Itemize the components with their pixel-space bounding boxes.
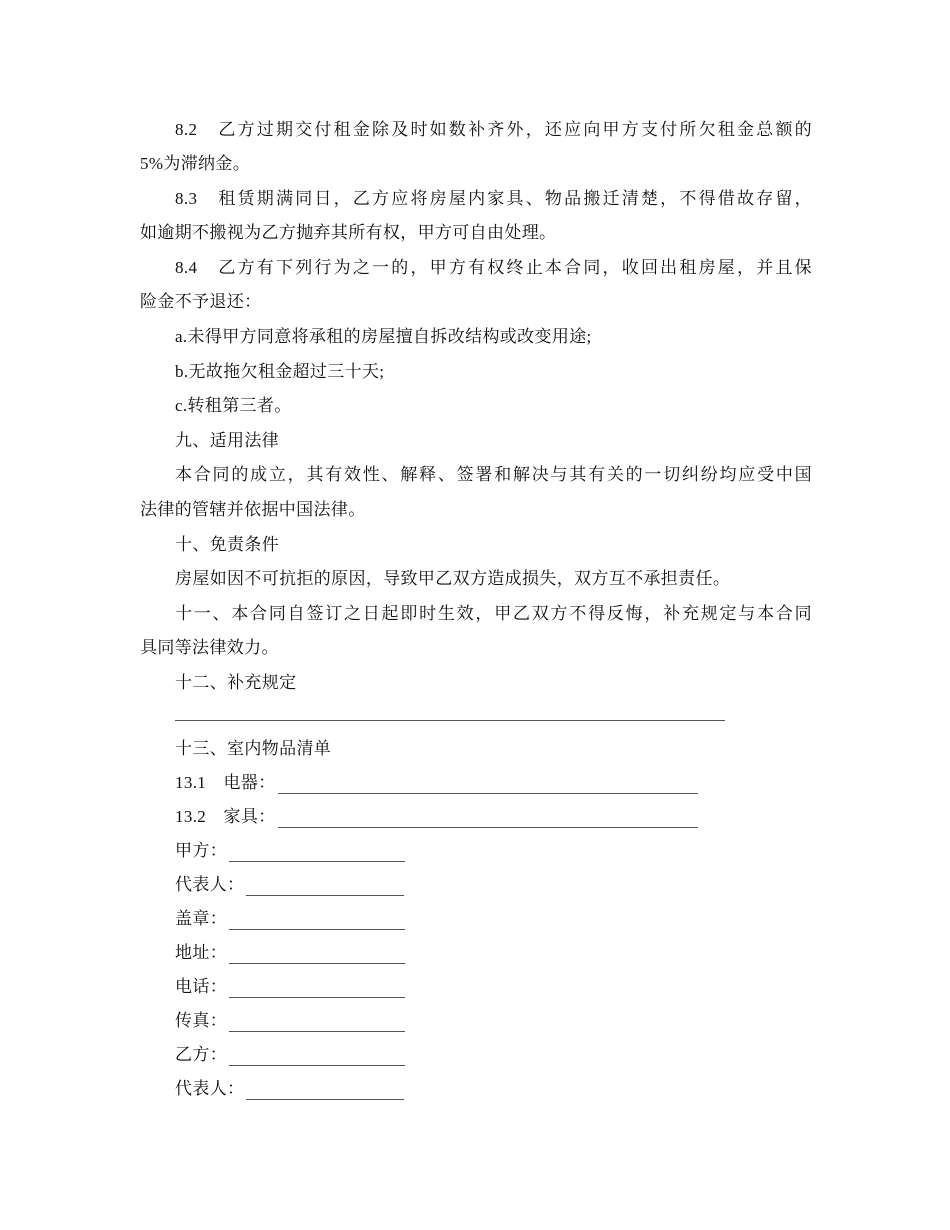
clause-8-3-line2: 如逾期不搬视为乙方抛弃其所有权，甲方可自由处理。 bbox=[140, 223, 557, 242]
seal-field[interactable] bbox=[229, 912, 405, 930]
rep-a-row bbox=[175, 874, 404, 896]
heading-section-13: 十三、室内物品清单 bbox=[175, 739, 332, 758]
heading-section-12: 十二、补充规定 bbox=[175, 673, 297, 692]
clause-9-line1: 本合同的成立，其有效性、解释、签署和解决与其有关的一切纠纷均应受中国 bbox=[175, 465, 812, 484]
seal-row bbox=[175, 908, 405, 930]
rep-b-row bbox=[175, 1078, 404, 1100]
party-a-label: 甲方： bbox=[175, 841, 228, 860]
address-label: 地址： bbox=[175, 943, 228, 962]
rep-b-field[interactable] bbox=[246, 1082, 404, 1100]
fax-field[interactable] bbox=[229, 1014, 405, 1032]
clause-8-2-line1: 8.2 乙方过期交付租金除及时如数补齐外，还应向甲方支付所欠租金总额的 bbox=[175, 120, 812, 139]
clause-8-3-line1: 8.3 租赁期满同日，乙方应将房屋内家具、物品搬迁清楚，不得借故存留， bbox=[175, 189, 812, 208]
heading-section-10: 十、免责条件 bbox=[175, 535, 280, 554]
rep-a-label: 代表人： bbox=[175, 875, 245, 894]
appliances-field[interactable] bbox=[278, 776, 698, 794]
clause-11-line1: 十一、本合同自签订之日起即时生效，甲乙双方不得反悔，补充规定与本合同 bbox=[175, 604, 812, 623]
party-a-row bbox=[175, 840, 405, 862]
party-b-field[interactable] bbox=[229, 1048, 405, 1066]
clause-8-2-line2: 5%为滞纳金。 bbox=[140, 154, 251, 173]
list-item-a: a.未得甲方同意将承租的房屋擅自拆改结构或改变用途; bbox=[175, 327, 592, 346]
appliances-label: 13.1 电器： bbox=[175, 773, 276, 792]
clause-8-4-line1: 8.4 乙方有下列行为之一的，甲方有权终止本合同，收回出租房屋，并且保 bbox=[175, 258, 812, 277]
phone-field[interactable] bbox=[229, 980, 405, 998]
clause-9-line2: 法律的管辖并依据中国法律。 bbox=[140, 500, 366, 519]
party-b-row bbox=[175, 1044, 405, 1066]
address-row bbox=[175, 942, 405, 964]
seal-label: 盖章： bbox=[175, 909, 228, 928]
rep-a-field[interactable] bbox=[246, 878, 404, 896]
list-item-b: b.无故拖欠租金超过三十天; bbox=[175, 362, 385, 381]
clause-8-4-line2: 险金不予退还： bbox=[140, 292, 262, 311]
heading-section-9: 九、适用法律 bbox=[175, 431, 280, 450]
phone-row bbox=[175, 976, 405, 998]
supplement-blank-line[interactable] bbox=[175, 720, 725, 721]
party-b-label: 乙方： bbox=[175, 1045, 228, 1064]
address-field[interactable] bbox=[229, 946, 405, 964]
inventory-appliances-row bbox=[175, 772, 698, 794]
fax-label: 传真： bbox=[175, 1011, 228, 1030]
list-item-c: c.转租第三者。 bbox=[175, 396, 292, 415]
fax-row bbox=[175, 1010, 405, 1032]
party-a-field[interactable] bbox=[229, 844, 405, 862]
clause-10: 房屋如因不可抗拒的原因，导致甲乙双方造成损失，双方互不承担责任。 bbox=[175, 569, 731, 588]
furniture-label: 13.2 家具： bbox=[175, 807, 276, 826]
clause-11-line2: 具同等法律效力。 bbox=[140, 638, 279, 657]
inventory-furniture-row bbox=[175, 806, 698, 828]
rep-b-label: 代表人： bbox=[175, 1079, 245, 1098]
phone-label: 电话： bbox=[175, 977, 228, 996]
furniture-field[interactable] bbox=[278, 810, 698, 828]
